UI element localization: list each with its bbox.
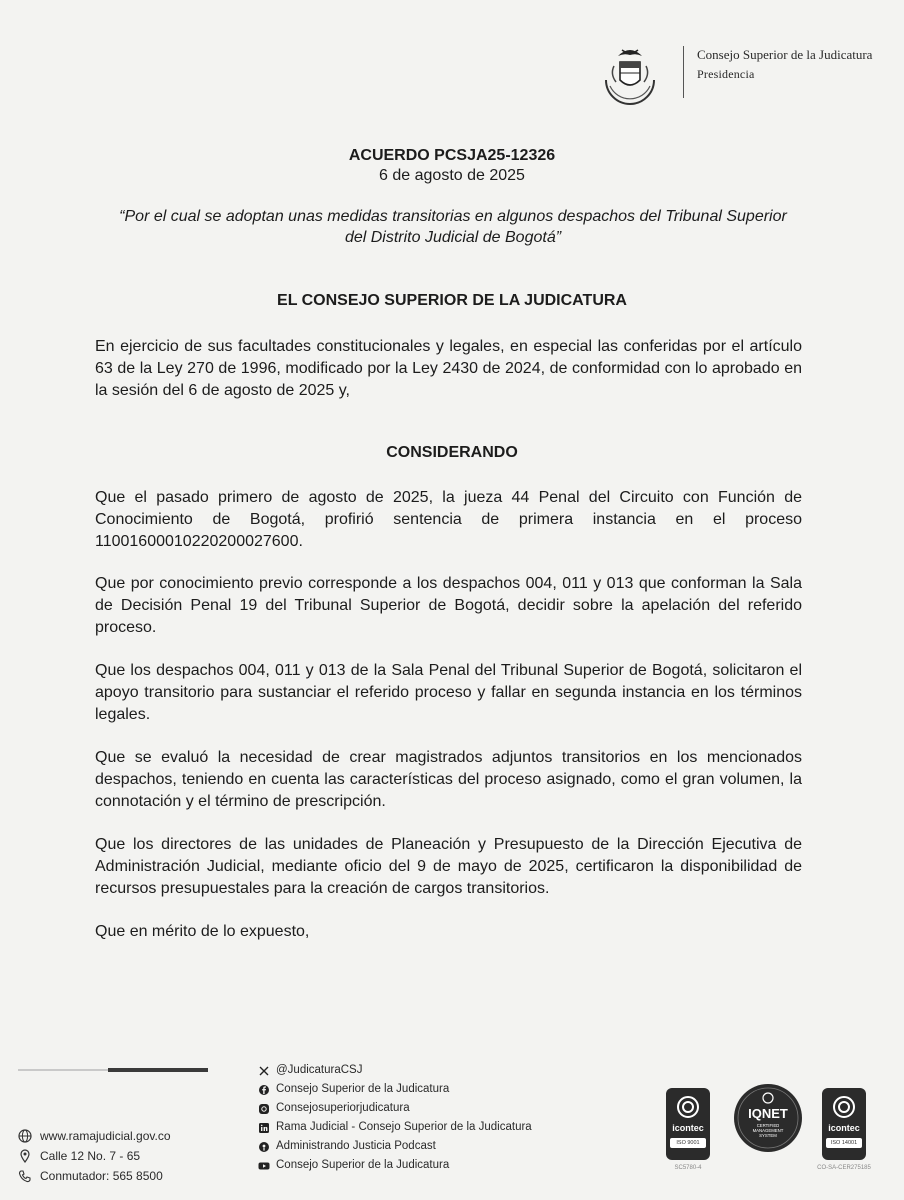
footer-social-links <box>258 1061 532 1175</box>
social-link-label: Rama Judicial - Consejo Superior de la Judicatura <box>276 1121 532 1133</box>
footer-rule <box>18 1068 208 1072</box>
considerando-1-text: Que el pasado primero de agosto de 2025, la jueza 44 Penal del Circuito con Función de Conocimiento de Bogotá, profirió sentencia de primera instancia en el proceso <box>95 489 802 528</box>
icontec-iso-9001-badge <box>666 1088 710 1160</box>
icontec-brand: icontec <box>672 1123 704 1133</box>
footer-address: Calle 12 No. 7 - 65 <box>40 1149 141 1163</box>
header-divider <box>683 46 684 98</box>
considerando-paragraph-3: Que los despachos 004, 011 y 013 de la Sala Penal del Tribunal Superior de Bogotá, solicitaron el apoyo transitorio para sustanciar el referido proceso y fallar en segunda instancia en los términos legales. <box>95 662 802 723</box>
footer-website-row[interactable] <box>18 1126 171 1146</box>
icontec-brand: icontec <box>828 1123 860 1133</box>
social-link-label: @JudicaturaCSJ <box>276 1064 363 1076</box>
colombia-coat-of-arms-icon <box>596 40 664 108</box>
facebook-icon <box>258 1084 270 1096</box>
icontec-9001-code: SC5780-4 <box>674 1165 702 1171</box>
footer-contact <box>18 1126 171 1186</box>
considerando-paragraph-6: Que en mérito de lo expuesto, <box>95 923 310 940</box>
social-link-linkedin[interactable] <box>258 1118 532 1137</box>
intro-paragraph: En ejercicio de sus facultades constitucionales y legales, en especial las conferidas por el artículo 63 de la Ley 270 de 1996, modificado por la Ley 2430 de 2024, de conformidad con lo aprobado en la sesión del 6 de agosto de 2025 y, <box>95 338 802 399</box>
iso-9001-label: ISO 9001 <box>670 1138 706 1148</box>
youtube-icon <box>258 1160 270 1172</box>
linkedin-icon <box>258 1122 270 1134</box>
considerando-paragraph-4: Que se evaluó la necesidad de crear magistrados adjuntos transitorios en los mencionados despachos, teniendo en cuenta las características del proceso asignado, como el gran volumen, la connotación y el término de prescripción. <box>95 749 802 810</box>
footer-website: www.ramajudicial.gov.co <box>40 1129 171 1143</box>
agreement-subject: “Por el cual se adoptan unas medidas transitorias en algunos despachos del Tribunal Superior del Distrito Judicial de Bogotá” <box>119 208 787 246</box>
iso-14001-label: ISO 14001 <box>826 1138 862 1148</box>
agreement-date: 6 de agosto de 2025 <box>379 167 525 184</box>
social-link-instagram[interactable] <box>258 1099 532 1118</box>
considerando-heading: CONSIDERANDO <box>386 444 518 461</box>
issuer-heading: EL CONSEJO SUPERIOR DE LA JUDICATURA <box>277 292 627 309</box>
social-link-label: Consejo Superior de la Judicatura <box>276 1083 450 1095</box>
social-link-x[interactable] <box>258 1061 532 1080</box>
x-icon <box>258 1065 270 1077</box>
iqnet-subtitle: CERTIFIED MANAGEMENT SYSTEM <box>752 1123 784 1138</box>
agreement-number: ACUERDO PCSJA25-12326 <box>348 147 556 164</box>
iqnet-brand: IQNET <box>748 1106 788 1121</box>
globe-icon <box>18 1129 32 1143</box>
header-office: Presidencia <box>697 67 755 81</box>
location-pin-icon <box>18 1149 32 1163</box>
social-link-label: Administrando Justicia Podcast <box>276 1140 436 1152</box>
social-link-facebook[interactable] <box>258 1080 532 1099</box>
icontec-logo-icon <box>832 1095 856 1119</box>
icontec-14001-code: CO-SA-CER275185 <box>817 1165 871 1171</box>
social-link-label: Consejosuperiorjudicatura <box>276 1102 410 1114</box>
iqnet-badge-text <box>733 1083 803 1153</box>
footer-phone: Conmutador: 565 8500 <box>40 1169 163 1183</box>
process-number: 11001600010220200027600. <box>95 533 303 550</box>
footer-address-row <box>18 1146 171 1166</box>
header-org-block <box>697 47 872 82</box>
social-link-podcast[interactable] <box>258 1137 532 1156</box>
podcast-icon <box>258 1141 270 1153</box>
considerando-paragraph-5: Que los directores de las unidades de Planeación y Presupuesto de la Dirección Ejecutiva de Administración Judicial, mediante oficio del 9 de mayo de 2025, certificaron la disponibilidad de recursos presupuestales para la creación de cargos transitorios. <box>95 836 802 897</box>
considerando-paragraph-2: Que por conocimiento previo corresponde a los despachos 004, 011 y 013 que conforman la Sala de Decisión Penal 19 del Tribunal Superior de Bogotá, decidir sobre la apelación del referido proceso. <box>95 575 802 636</box>
iqnet-globe-icon <box>760 1092 776 1104</box>
footer-phone-row <box>18 1166 171 1186</box>
icontec-iso-14001-badge <box>822 1088 866 1160</box>
instagram-icon <box>258 1103 270 1115</box>
considerando-paragraph-1 <box>95 487 802 553</box>
phone-icon <box>18 1169 32 1183</box>
social-link-youtube[interactable] <box>258 1156 532 1175</box>
social-link-label: Consejo Superior de la Judicatura <box>276 1159 450 1171</box>
icontec-logo-icon <box>676 1095 700 1119</box>
header-org-name: Consejo Superior de la Judicatura <box>697 47 873 62</box>
